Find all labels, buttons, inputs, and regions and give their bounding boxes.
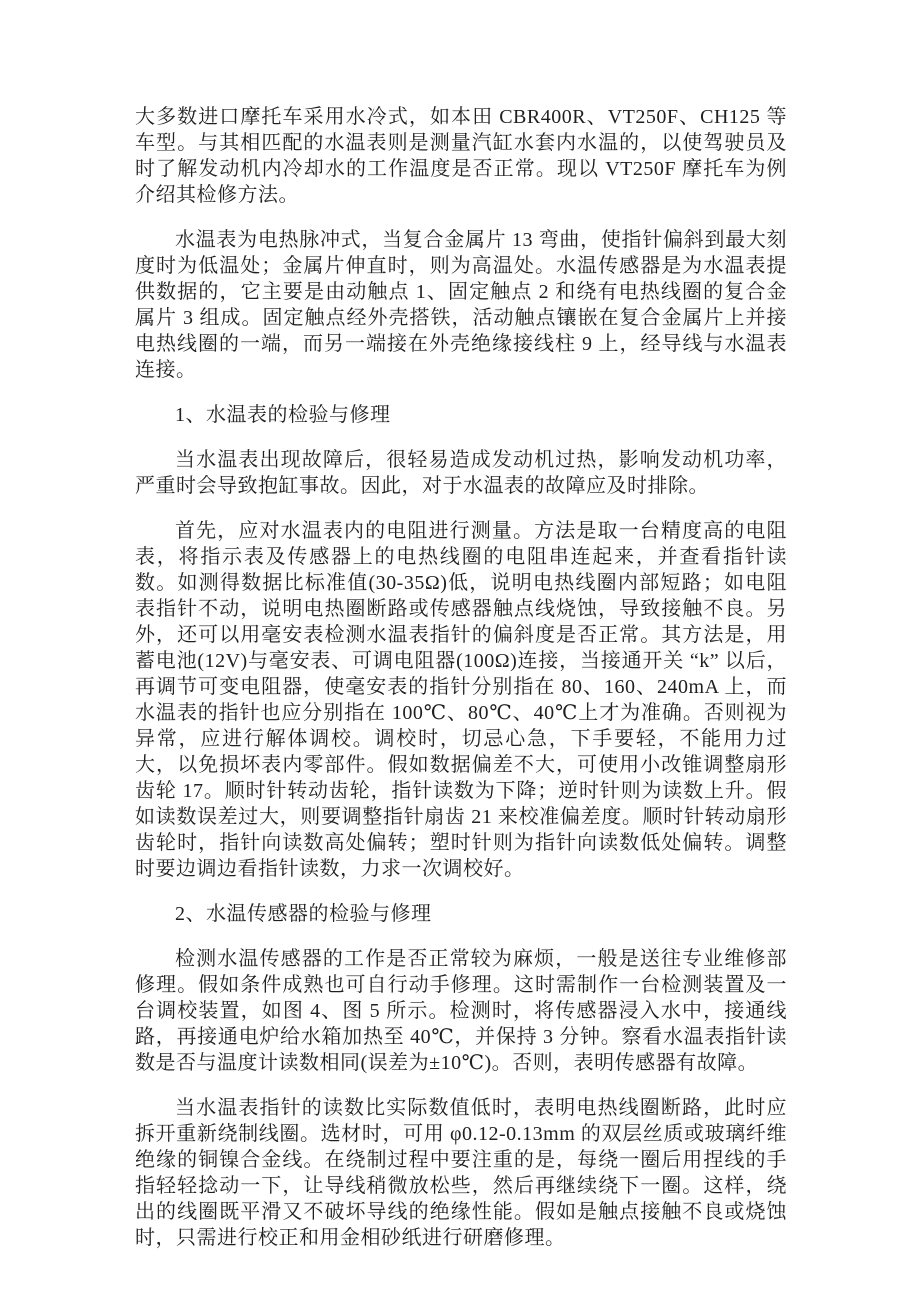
paragraph-coil-rewinding: 当水温表指针的读数比实际数值低时，表明电热线圈断路，此时应拆开重新绕制线圈。选材时，可用 φ0.12-0.13mm 的双层丝质或玻璃纤维绝缘的铜镍合金线。在绕制过程中要注重的是，每绕一圈后用捏线的手指轻轻捻动一下，让导线稍微放松些，然后再继续绕下一圈。这样，绕出的线圈既平滑又不破坏导线的绝缘性能。假如是触点接触不良或烧蚀时，只需进行校正和用金相砂纸进行研磨修理。 — [135, 1097, 787, 1249]
paragraph-principle: 水温表为电热脉冲式，当复合金属片 13 弯曲，使指针偏斜到最大刻度时为低温处；金属片伸直时，则为高温处。水温传感器是为水温表提供数据的，它主要是由动触点 1、固定触点 2 和绕有电热线圈的复合金属片 3 组成。固定触点经外壳搭铁，活动触点镶嵌在复合金属片上并接电热线圈的一端，而另一端接在外壳绝缘接线柱 9 上，经导线与水温表连接。 — [135, 229, 787, 381]
document-body — [135, 104, 787, 1251]
section-heading-2: 2、水温传感器的检验与修理 — [175, 903, 432, 925]
section-heading-1: 1、水温表的检验与修理 — [175, 404, 391, 426]
paragraph-fault-consequence: 当水温表出现故障后，很轻易造成发动机过热，影响发动机功率，严重时会导致抱缸事故。因此，对于水温表的故障应及时排除。 — [135, 449, 787, 497]
paragraph-sensor-test-procedure: 检测水温传感器的工作是否正常较为麻烦，一般是送往专业维修部修理。假如条件成熟也可自行动手修理。这时需制作一台检测装置及一台调校装置，如图 4、图 5 所示。检测时，将传感器浸入水中，接通线路，再接通电炉给水箱加热至 40℃，并保持 3 分钟。察看水温表指针读数是否与温度计读数相同(误差为±10℃)。否则，表明传感器有故障。 — [135, 948, 787, 1074]
paragraph-intro: 大多数进口摩托车采用水冷式，如本田 CBR400R、VT250F、CH125 等车型。与其相匹配的水温表则是测量汽缸水套内水温的，以使驾驶员及时了解发动机内冷却水的工作温度是否正常。现以 VT250F 摩托车为例介绍其检修方法。 — [135, 106, 787, 206]
paragraph-gauge-test-procedure: 首先，应对水温表内的电阻进行测量。方法是取一台精度高的电阻表，将指示表及传感器上的电热线圈的电阻串连起来，并查看指针读数。如测得数据比标准值(30-35Ω)低，说明电热线圈内部短路；如电阻表指针不动，说明电热圈断路或传感器触点线烧蚀，导致接触不良。另外，还可以用毫安表检测水温表指针的偏斜度是否正常。其方法是，用蓄电池(12V)与毫安表、可调电阻器(100Ω)连接，当接通开关 “k” 以后，再调节可变电阻器，使毫安表的指针分别指在 80、160、240mA 上，而水温表的指针也应分别指在 100℃、80℃、40℃上才为准确。否则视为异常，应进行解体调校。调校时，切忌心急，下手要轻，不能用力过大，以免损坏表内零部件。假如数据偏差不大，可使用小改锥调整扇形齿轮 17。顺时针转动齿轮，指针读数为下降；逆时针则为读数上升。假如读数误差过大，则要调整指针扇齿 21 来校准偏差度。顺时针转动扇形齿轮时，指针向读数高处偏转；塑时针则为指针向读数低处偏转。调整时要边调边看指针读数，力求一次调校好。 — [135, 520, 787, 880]
